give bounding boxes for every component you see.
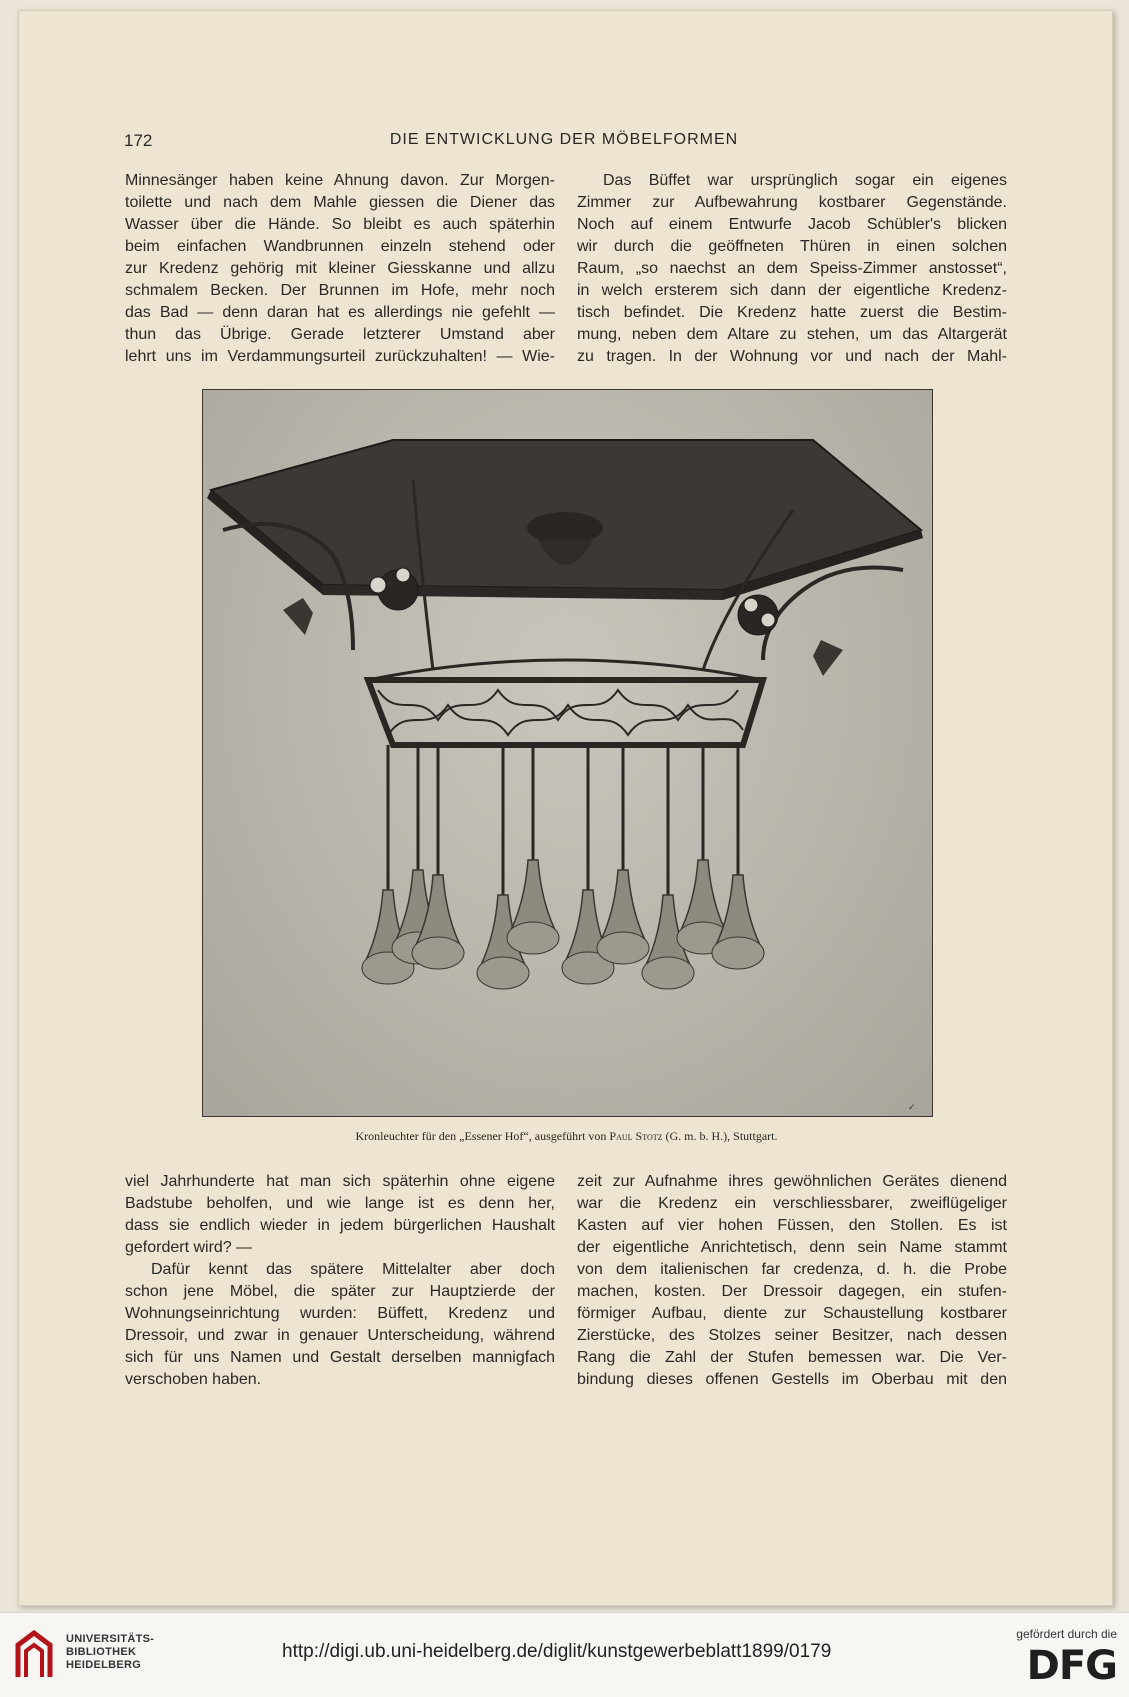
text-column-bottom-left bbox=[125, 1171, 555, 1391]
text-line: dass sie endlich wieder in jedem bürgerlichen Haushalt bbox=[125, 1217, 555, 1234]
text-line: war die Kredenz ein verschliessbarer, zweiflügeliger bbox=[577, 1195, 1007, 1212]
caption-text-end: (G. m. b. H.), Stuttgart. bbox=[662, 1129, 778, 1143]
text-line: Wohnungseinrichtung wurden: Büffett, Kredenz und bbox=[125, 1305, 555, 1322]
text-line: Dafür kennt das spätere Mittelalter aber doch bbox=[151, 1261, 555, 1278]
text-line: Noch auf einem Entwurfe Jacob Schübler's blicken bbox=[577, 216, 1007, 233]
text-line: thun das Übrige. Gerade letzterer Umstand aber bbox=[125, 326, 555, 343]
library-name-line: BIBLIOTHEK bbox=[66, 1646, 137, 1658]
text-line: Wasser über die Hände. So bleibt es auch späterhin bbox=[125, 216, 555, 233]
text-line: Raum, „so naechst an dem Speiss-Zimmer anstosset“, bbox=[577, 260, 1007, 277]
text-line: in welch ersterem sich dann der eigentliche Kredenz- bbox=[577, 282, 1007, 299]
text-line: gefordert wird? — bbox=[125, 1239, 253, 1256]
text-line: Zierstücke, des Stolzes seiner Besitzer, nach dessen bbox=[577, 1327, 1007, 1344]
lamp-bowl bbox=[412, 937, 464, 969]
page-number: 172 bbox=[124, 131, 153, 150]
text-line: viel Jahrhunderte hat man sich späterhin ohne eigene bbox=[125, 1173, 555, 1190]
lamp-bowl bbox=[477, 957, 529, 989]
text-column-bottom-right bbox=[577, 1171, 1007, 1391]
text-line: machen, kosten. Der Dressoir dagegen, ein stufen- bbox=[577, 1283, 1007, 1300]
caption-maker: Paul Stotz bbox=[609, 1129, 663, 1143]
text-line: Kasten auf vier hohen Füssen, den Stollen. Es ist bbox=[577, 1217, 1007, 1234]
svg-text:✓: ✓ bbox=[908, 1103, 916, 1113]
lamp-bowl bbox=[642, 957, 694, 989]
library-name bbox=[66, 1633, 154, 1672]
text-line: mung, neben dem Altare zu stehen, um das Altargerät bbox=[577, 326, 1007, 343]
chandelier-drawing bbox=[203, 390, 932, 1116]
permalink-url[interactable]: http://digi.ub.uni-heidelberg.de/diglit/kunstgewerbeblatt1899/0179 bbox=[282, 1641, 832, 1662]
chandelier-illustration bbox=[202, 389, 933, 1117]
running-title: DIE ENTWICKLUNG DER MÖBELFORMEN bbox=[389, 131, 739, 148]
text-line: Das Büffet war ursprünglich sogar ein eigenes bbox=[603, 172, 1007, 189]
text-line: beim einfachen Wandbrunnen einzeln stehend oder bbox=[125, 238, 555, 255]
text-line: lehrt uns im Verdammungsurteil zurückzuhalten! — Wie- bbox=[125, 348, 555, 365]
text-line: Minnesänger haben keine Ahnung davon. Zur Morgen- bbox=[125, 172, 555, 189]
caption-text: Kronleuchter für den „Essener Hof“, ausgeführt von bbox=[355, 1129, 610, 1143]
library-name-line: UNIVERSITÄTS- bbox=[66, 1633, 155, 1645]
text-line: zu tragen. In der Wohnung vor und nach der Mahl- bbox=[577, 348, 1007, 365]
text-line: tisch befindet. Die Kredenz hatte zuerst die Bestim- bbox=[577, 304, 1007, 321]
running-header bbox=[124, 131, 1004, 157]
text-line: verschoben haben. bbox=[125, 1371, 262, 1388]
text-line: Zimmer zur Aufbewahrung kostbarer Gegenstände. bbox=[577, 194, 1007, 211]
text-line: von dem italienischen far credenza, d. h. die Probe bbox=[577, 1261, 1007, 1278]
university-library-logo[interactable] bbox=[12, 1627, 56, 1683]
lamp-bowl bbox=[712, 937, 764, 969]
viewer-footer bbox=[0, 1612, 1129, 1697]
text-line: Badstube beholfen, und wie lange ist es denn her, bbox=[125, 1195, 555, 1212]
text-column-top-right bbox=[577, 170, 1007, 368]
text-line: bindung dieses offenen Gestells im Oberbau mit den bbox=[577, 1371, 1007, 1388]
text-line: schmalem Becken. Der Brunnen im Hofe, mehr noch bbox=[125, 282, 555, 299]
library-name-line: HEIDELBERG bbox=[66, 1659, 142, 1671]
text-line: zur Kredenz gehörig mit kleiner Giesskanne und allzu bbox=[125, 260, 555, 277]
text-line: förmiger Aufbau, diente zur Schaustellung kostbarer bbox=[577, 1305, 1007, 1322]
text-line: Rang die Zahl der Stufen bemessen war. Die Ver- bbox=[577, 1349, 1007, 1366]
text-line: der eigentliche Anrichtetisch, denn sein Name stammt bbox=[577, 1239, 1007, 1256]
text-column-top-left bbox=[125, 170, 555, 368]
text-line: Dressoir, und zwar in genauer Unterscheidung, während bbox=[125, 1327, 555, 1344]
lamp-bowl bbox=[507, 922, 559, 954]
text-line: das Bad — denn daran hat es allerdings nie gefehlt — bbox=[125, 304, 555, 321]
text-line: toilette und nach dem Mahle giessen die Diener das bbox=[125, 194, 555, 211]
funding-label: gefördert durch die bbox=[1016, 1627, 1117, 1641]
text-line: schon jene Möbel, die später zur Hauptzierde der bbox=[125, 1283, 555, 1300]
lamp-bowl bbox=[597, 932, 649, 964]
text-line: sich für uns Namen und Gestalt derselben mannigfach bbox=[125, 1349, 555, 1366]
figure-caption bbox=[202, 1129, 931, 1144]
text-line: zeit zur Aufnahme ihres gewöhnlichen Gerätes dienend bbox=[577, 1173, 1007, 1190]
text-line: wir durch die geöffneten Thüren in einen solchen bbox=[577, 238, 1007, 255]
dfg-logo[interactable]: DFG bbox=[1026, 1643, 1117, 1689]
